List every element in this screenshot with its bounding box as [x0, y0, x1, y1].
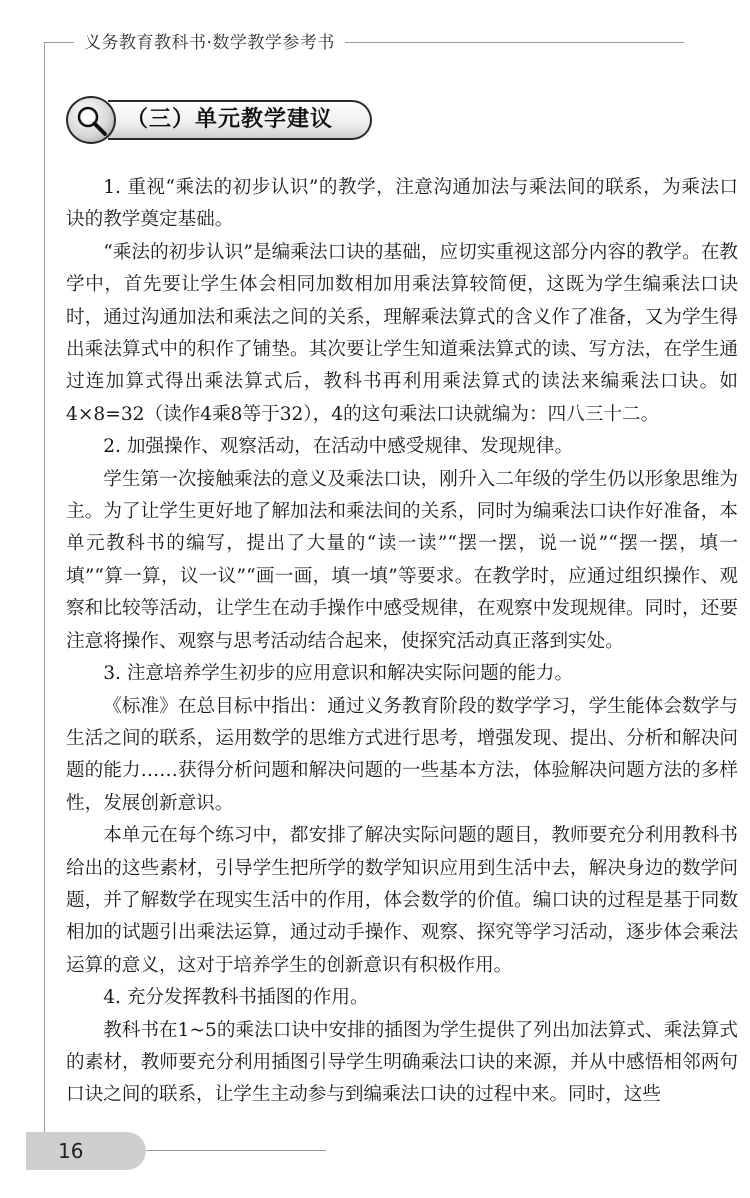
paragraph-1: 1. 重视“乘法的初步认识”的教学，注意沟通加法与乘法间的联系，为乘法口诀的教学奠定基础。	[66, 177, 738, 231]
footer-rule	[146, 1150, 326, 1151]
page-number-tab	[26, 1132, 146, 1170]
magnifier-icon	[66, 96, 116, 144]
paragraph-4: 学生第一次接触乘法的意义及乘法口诀，刚升入二年级的学生仍以形象思维为主。为了让学生更好地了解加法和乘法间的关系，同时为编乘法口诀作好准备，本单元教科书的编写，提出了大量的“读一读”“摆一摆，说一说”“摆一摆，填一填”“算一算，议一议”“画一画，填一填”等要求。在教学时，应通过组织操作、观察和比较等活动，让学生在动手操作中感受规律，在观察中发现规律。同时，还要注意将操作、观察与思考活动结合起来，使探究活动真正落到实处。	[66, 468, 738, 652]
paragraph-3: 2. 加强操作、观察活动，在活动中感受规律、发现规律。	[103, 436, 574, 458]
section-heading	[66, 96, 346, 144]
paragraph-5: 3. 注意培养学生初步的应用意识和解决实际问题的能力。	[103, 663, 574, 685]
paragraph-9: 教科书在1~5的乘法口诀中安排的插图为学生提供了列出加法算式、乘法算式的素材，教师要充分利用插图引导学生明确乘法口诀的来源，并从中感悟相邻两句口诀之间的联系，让学生主动参与到编乘法口诀的过程中来。同时，这些	[66, 1019, 738, 1106]
paragraph-7: 本单元在每个练习中，都安排了解决实际问题的题目，教师要充分利用教科书给出的这些素材，引导学生把所学的数学知识应用到生活中去，解决身边的数学问题，并了解数学在现实生活中的作用，体会数学的价值。编口诀的过程是基于同数相加的试题引出乘法运算，通过动手操作、观察、探究等学习活动，逐步体会乘法运算的意义，这对于培养学生的创新意识有积极作用。	[66, 825, 738, 976]
running-header: 义务教育教科书·数学教学参考书	[74, 32, 345, 54]
section-title: （三）单元教学建议	[126, 107, 334, 132]
body-text	[66, 172, 738, 1112]
paragraph-8: 4. 充分发挥教科书插图的作用。	[103, 987, 369, 1009]
paragraph-6: 《标准》在总目标中指出：通过义务教育阶段的数学学习，学生能体会数学与生活之间的联系，运用数学的思维方式进行思考，增强发现、提出、分析和解决问题的能力……获得分析问题和解决问题的一些基本方法，体验解决问题方法的多样性，发展创新意识。	[66, 695, 738, 814]
paragraph-2: “乘法的初步认识”是编乘法口诀的基础，应切实重视这部分内容的教学。在教学中，首先要让学生体会相同加数相加用乘法算较简便，这既为学生编乘法口诀时，通过沟通加法和乘法之间的关系，理解乘法算式的含义作了准备，又为学生得出乘法算式中的积作了铺垫。其次要让学生知道乘法算式的读、写方法，在学生通过连加算式得出乘法算式后，教科书再利用乘法算式的读法来编乘法口诀。如4×8=32（读作4乘8等于32），4的这句乘法口诀就编为：四八三十二。	[66, 241, 738, 425]
page-number: 16	[58, 1139, 84, 1163]
page-frame-left-rule	[44, 42, 45, 1152]
